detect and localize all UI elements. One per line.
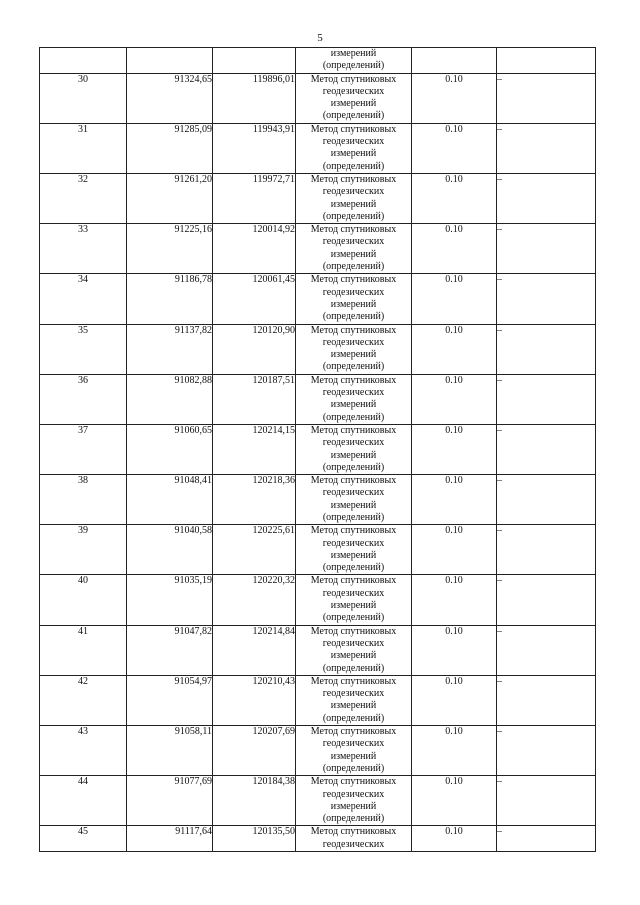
method-line: (определений) <box>322 261 385 273</box>
method-line: геодезических <box>322 537 385 549</box>
cell-y-coordinate: 120061,45 <box>213 274 296 324</box>
cell-method <box>296 625 412 675</box>
cell-y-coordinate: 119943,91 <box>213 123 296 173</box>
method-line: измерений <box>330 399 377 411</box>
cell-error: 0.10 <box>412 826 497 852</box>
method-line: (определений) <box>322 511 385 523</box>
method-line: геодезических <box>322 738 385 750</box>
cell-point-number: 40 <box>40 575 127 625</box>
method-line: (определений) <box>322 662 385 674</box>
cell-point-number: 45 <box>40 826 127 852</box>
cell-point-number: 38 <box>40 475 127 525</box>
cell-error: 0.10 <box>412 424 497 474</box>
table-row-continuation <box>40 48 596 74</box>
cell-x-coordinate: 91077,69 <box>127 776 213 826</box>
table-row <box>40 726 596 776</box>
cell-error: 0.10 <box>412 776 497 826</box>
table-row <box>40 374 596 424</box>
cell-y-coordinate: 120207,69 <box>213 726 296 776</box>
cell-method <box>296 73 412 123</box>
table-row <box>40 73 596 123</box>
method-line: геодезических <box>322 437 385 449</box>
cell-y-coordinate: 119972,71 <box>213 173 296 223</box>
method-line: измерений <box>330 298 377 310</box>
cell-method <box>296 525 412 575</box>
cell-y-coordinate: 119896,01 <box>213 73 296 123</box>
method-line: Метод спутниковых <box>310 826 397 838</box>
cell-description: – <box>497 826 596 852</box>
method-line: (определений) <box>322 311 385 323</box>
method-line: измерений <box>330 549 377 561</box>
cell-y-coordinate: 120184,38 <box>213 776 296 826</box>
cell-y-coordinate: 120135,50 <box>213 826 296 852</box>
cell-point-number: 32 <box>40 173 127 223</box>
cell-point-number: 39 <box>40 525 127 575</box>
cell-description: – <box>497 73 596 123</box>
method-line: Метод спутниковых <box>310 424 397 436</box>
method-line: геодезических <box>322 587 385 599</box>
method-line: (определений) <box>322 60 385 72</box>
cell-description: – <box>497 575 596 625</box>
table-row <box>40 625 596 675</box>
method-line: Метод спутниковых <box>310 73 397 85</box>
cell-method <box>296 826 412 852</box>
coordinates-table-body <box>40 48 596 852</box>
cell-method <box>296 48 412 74</box>
cell-point-number: 30 <box>40 73 127 123</box>
method-line: (определений) <box>322 813 385 825</box>
cell-description: – <box>497 324 596 374</box>
method-line: Метод спутниковых <box>310 324 397 336</box>
cell-point-number: 31 <box>40 123 127 173</box>
cell-y-coordinate: 120120,90 <box>213 324 296 374</box>
cell-y-coordinate <box>213 48 296 74</box>
method-line: Метод спутниковых <box>310 675 397 687</box>
cell-description: – <box>497 475 596 525</box>
method-line: (определений) <box>322 160 385 172</box>
cell-y-coordinate: 120210,43 <box>213 675 296 725</box>
coordinates-table <box>39 47 596 852</box>
cell-x-coordinate: 91225,16 <box>127 224 213 274</box>
cell-y-coordinate: 120218,36 <box>213 475 296 525</box>
method-line: (определений) <box>322 361 385 373</box>
method-line: Метод спутниковых <box>310 625 397 637</box>
method-line: (определений) <box>322 562 385 574</box>
cell-x-coordinate: 91047,82 <box>127 625 213 675</box>
cell-x-coordinate: 91082,88 <box>127 374 213 424</box>
method-line: (определений) <box>322 411 385 423</box>
cell-y-coordinate: 120220,32 <box>213 575 296 625</box>
cell-x-coordinate: 91285,09 <box>127 123 213 173</box>
cell-error: 0.10 <box>412 274 497 324</box>
cell-method <box>296 324 412 374</box>
table-row <box>40 123 596 173</box>
method-line: (определений) <box>322 762 385 774</box>
method-line: измерений <box>330 499 377 511</box>
table-row <box>40 475 596 525</box>
cell-error: 0.10 <box>412 525 497 575</box>
method-line: Метод спутниковых <box>310 575 397 587</box>
cell-y-coordinate: 120214,15 <box>213 424 296 474</box>
cell-method <box>296 374 412 424</box>
cell-method <box>296 173 412 223</box>
table-row <box>40 224 596 274</box>
method-line: геодезических <box>322 336 385 348</box>
cell-y-coordinate: 120014,92 <box>213 224 296 274</box>
cell-point-number: 33 <box>40 224 127 274</box>
cell-point-number: 37 <box>40 424 127 474</box>
cell-description: – <box>497 625 596 675</box>
cell-description: – <box>497 726 596 776</box>
method-line: (определений) <box>322 461 385 473</box>
cell-x-coordinate: 91117,64 <box>127 826 213 852</box>
cell-error: 0.10 <box>412 123 497 173</box>
method-line: измерений <box>330 800 377 812</box>
cell-point-number: 42 <box>40 675 127 725</box>
cell-description: – <box>497 776 596 826</box>
method-line: Метод спутниковых <box>310 374 397 386</box>
method-line: геодезических <box>322 236 385 248</box>
cell-description: – <box>497 675 596 725</box>
cell-error: 0.10 <box>412 224 497 274</box>
method-line: геодезических <box>322 788 385 800</box>
cell-x-coordinate: 91040,58 <box>127 525 213 575</box>
cell-method <box>296 424 412 474</box>
cell-x-coordinate: 91054,97 <box>127 675 213 725</box>
cell-description: – <box>497 274 596 324</box>
cell-point-number: 41 <box>40 625 127 675</box>
table-row <box>40 525 596 575</box>
table-row <box>40 776 596 826</box>
method-line: Метод спутниковых <box>310 525 397 537</box>
cell-error: 0.10 <box>412 675 497 725</box>
page-number: 5 <box>317 32 323 44</box>
method-line: измерений <box>330 700 377 712</box>
cell-x-coordinate: 91137,82 <box>127 324 213 374</box>
cell-x-coordinate: 91060,65 <box>127 424 213 474</box>
cell-description: – <box>497 525 596 575</box>
cell-description: – <box>497 123 596 173</box>
method-line: Метод спутниковых <box>310 475 397 487</box>
cell-point-number: 43 <box>40 726 127 776</box>
table-row <box>40 173 596 223</box>
method-line: геодезических <box>322 186 385 198</box>
method-line: измерений <box>330 48 377 59</box>
cell-method <box>296 726 412 776</box>
cell-method <box>296 123 412 173</box>
method-line: геодезических <box>322 387 385 399</box>
cell-x-coordinate: 91186,78 <box>127 274 213 324</box>
method-line: измерений <box>330 600 377 612</box>
cell-method <box>296 274 412 324</box>
cell-point-number: 35 <box>40 324 127 374</box>
method-line: (определений) <box>322 612 385 624</box>
table-row <box>40 324 596 374</box>
cell-error: 0.10 <box>412 374 497 424</box>
cell-point-number: 34 <box>40 274 127 324</box>
cell-method <box>296 575 412 625</box>
cell-method <box>296 224 412 274</box>
cell-method <box>296 675 412 725</box>
method-line: Метод спутниковых <box>310 776 397 788</box>
cell-description: – <box>497 173 596 223</box>
cell-x-coordinate: 91048,41 <box>127 475 213 525</box>
method-line: измерений <box>330 650 377 662</box>
method-line: Метод спутниковых <box>310 224 397 236</box>
cell-x-coordinate: 91324,65 <box>127 73 213 123</box>
cell-y-coordinate: 120214,84 <box>213 625 296 675</box>
method-line: измерений <box>330 148 377 160</box>
cell-point-number: 36 <box>40 374 127 424</box>
method-line: измерений <box>330 248 377 260</box>
method-line: геодезических <box>322 637 385 649</box>
method-line: Метод спутниковых <box>310 726 397 738</box>
cell-point-number <box>40 48 127 74</box>
table-row <box>40 274 596 324</box>
method-line: измерений <box>330 349 377 361</box>
cell-error: 0.10 <box>412 625 497 675</box>
cell-x-coordinate: 91058,11 <box>127 726 213 776</box>
cell-description: – <box>497 224 596 274</box>
cell-error: 0.10 <box>412 475 497 525</box>
method-line: (определений) <box>322 712 385 724</box>
cell-y-coordinate: 120225,61 <box>213 525 296 575</box>
method-line: Метод спутниковых <box>310 173 397 185</box>
method-line: геодезических <box>322 487 385 499</box>
cell-error: 0.10 <box>412 73 497 123</box>
cell-point-number: 44 <box>40 776 127 826</box>
method-line: геодезических <box>322 286 385 298</box>
cell-error: 0.10 <box>412 575 497 625</box>
table-row <box>40 575 596 625</box>
method-line: Метод спутниковых <box>310 123 397 135</box>
method-line: измерений <box>330 449 377 461</box>
method-line: Метод спутниковых <box>310 274 397 286</box>
method-line: геодезических <box>322 85 385 97</box>
cell-description <box>497 48 596 74</box>
method-line: (определений) <box>322 110 385 122</box>
cell-error <box>412 48 497 74</box>
method-line: измерений <box>330 198 377 210</box>
cell-x-coordinate: 91261,20 <box>127 173 213 223</box>
table-row <box>40 424 596 474</box>
table-row <box>40 675 596 725</box>
cell-error: 0.10 <box>412 173 497 223</box>
method-line: геодезических <box>322 136 385 148</box>
cell-method <box>296 776 412 826</box>
cell-y-coordinate: 120187,51 <box>213 374 296 424</box>
method-line: измерений <box>330 98 377 110</box>
method-line: (определений) <box>322 210 385 222</box>
cell-description: – <box>497 374 596 424</box>
cell-description: – <box>497 424 596 474</box>
method-line: измерений <box>330 750 377 762</box>
cell-x-coordinate: 91035,19 <box>127 575 213 625</box>
cell-x-coordinate <box>127 48 213 74</box>
cell-method <box>296 475 412 525</box>
cell-error: 0.10 <box>412 324 497 374</box>
method-line: геодезических <box>322 688 385 700</box>
table-row-last <box>40 826 596 852</box>
cell-error: 0.10 <box>412 726 497 776</box>
method-line: геодезических <box>322 838 385 850</box>
